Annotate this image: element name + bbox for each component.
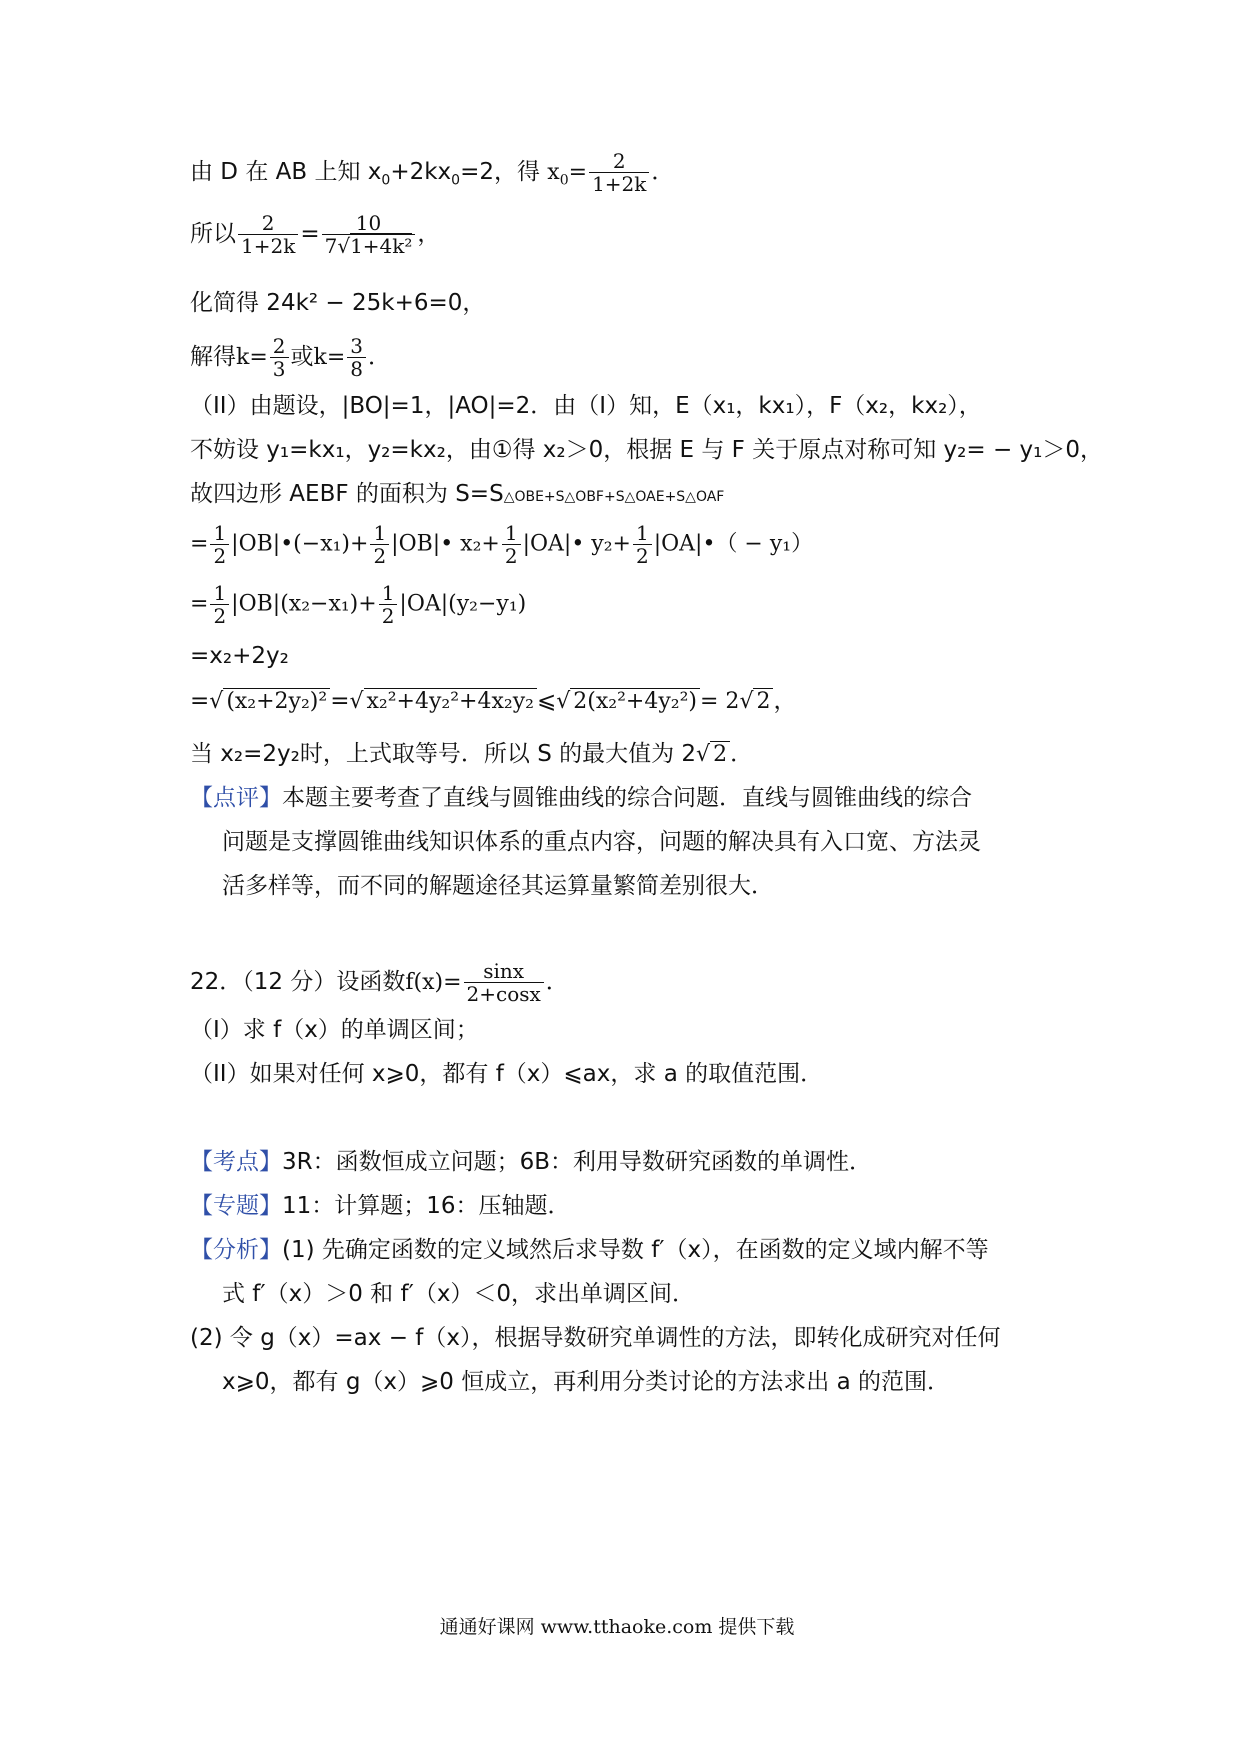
question-22-part-i: （I）求 f（x）的单调区间； — [190, 1017, 479, 1043]
fenxi-line-1: 【分析】(1) 先确定函数的定义域然后求导数 f′（x），在函数的定义域内解不等 — [190, 1237, 989, 1263]
solution-line-9: = $\frac{1}{2}$ |OB|(x₂−x₁)+ $\frac{1}{2}$ |OA|(y₂−y₁) — [190, 581, 527, 628]
solution-line-6: 不妨设 y₁=kx₁，y₂=kx₂，由①得 x₂＞0，根据 E 与 F 关于原点对称可知 y₂= − y₁＞0， — [190, 437, 1103, 463]
solution-line-8: = $\frac{1}{2}$ |OB|•(−x₁)+ $\frac{1}{2}$ |OB|• x₂+ $\frac{1}{2}$ |OA|• y₂+ $\frac{1}{2}$ |OA|•（ − y₁） — [190, 521, 814, 568]
comment-tag: 【点评】 — [190, 785, 282, 811]
sqrt-expression: √ (x₂+2y₂)² — [209, 686, 330, 718]
fraction: $\frac{10}{\text{7√1+4k²}}$ — [322, 212, 416, 257]
fenxi-line-3: (2) 令 g（x）=ax − f（x），根据导数研究单调性的方法，即转化成研究对任何 — [190, 1325, 1001, 1351]
fraction: $\frac{3}{8}$ — [347, 335, 366, 380]
question-22-part-ii: （II）如果对任何 x⩾0，都有 f（x）⩽ax，求 a 的取值范围． — [190, 1061, 824, 1087]
comment-line-1: 【点评】本题主要考查了直线与圆锥曲线的综合问题．直线与圆锥曲线的综合 — [190, 785, 972, 811]
comment-line-2: 问题是支撑圆锥曲线知识体系的重点内容，问题的解决具有入口宽、方法灵 — [222, 829, 981, 855]
fraction: $\frac{\sin x}{2+\cos x}$ — [464, 960, 544, 1005]
solution-line-5: （II）由题设，|BO|=1，|AO|=2．由（I）知，E（x₁，kx₁），F（x₂，kx₂）， — [190, 393, 982, 419]
solution-line-10: =x₂+2y₂ — [190, 643, 289, 669]
question-22-title: 22．（12 分）设函数f(x)= $\frac{\sin x}{2+\cos x}$ ． — [190, 959, 569, 1006]
solution-line-11: =√ (x₂+2y₂)² =√ x₂²+4y₂²+4x₂y₂ ⩽√ 2(x₂²+4y₂²) = 2√ 2 ， — [190, 685, 796, 718]
fraction: $\frac{2}{1+2k}$ — [238, 212, 298, 257]
solution-line-4: 解得k= $\frac{2}{3}$ 或k= $\frac{3}{8}$ ． — [190, 334, 391, 381]
zhuanti-line: 【专题】11：计算题；16：压轴题． — [190, 1193, 571, 1219]
sqrt-expression: √ x₂²+4y₂²+4x₂y₂ — [349, 686, 536, 718]
kaodian-line: 【考点】3R：函数恒成立问题；6B：利用导数研究函数的单调性． — [190, 1149, 873, 1175]
solution-line-7: 故四边形 AEBF 的面积为 S=S△OBE+S△OBF+S△OAE+S△OAF — [190, 481, 725, 507]
fenxi-line-2: 式 f′（x）＞0 和 f′（x）＜0，求出单调区间． — [222, 1281, 696, 1307]
page-footer: 通通好课网 www.tthaoke.com 提供下载 — [439, 1616, 795, 1638]
sqrt-expression: √ 2(x₂²+4y₂²) — [556, 686, 700, 718]
solution-line-1: 由 D 在 AB 上知 $x_0+2kx_0=2$，得 $x_0=$ $\frac{2}{1+2k}$ ． — [190, 149, 675, 196]
fraction: $\frac{2}{1+2k}$ — [589, 150, 649, 195]
fraction: $\frac{2}{3}$ — [270, 335, 289, 380]
comment-line-3: 活多样等，而不同的解题途径其运算量繁简差别很大． — [222, 873, 774, 899]
solution-line-12: 当 x₂=2y₂时，上式取等号．所以 S 的最大值为 2√ 2 ． — [190, 741, 754, 767]
solution-line-2: 所以 $\frac{2}{1+2k}$ = $\frac{10}{\text{7√1+4k²}}$ ， — [190, 211, 441, 258]
fenxi-line-4: x⩾0，都有 g（x）⩾0 恒成立，再利用分类讨论的方法求出 a 的范围． — [222, 1369, 950, 1395]
solution-line-3: 化简得 24k² − 25k+6=0， — [190, 290, 486, 316]
